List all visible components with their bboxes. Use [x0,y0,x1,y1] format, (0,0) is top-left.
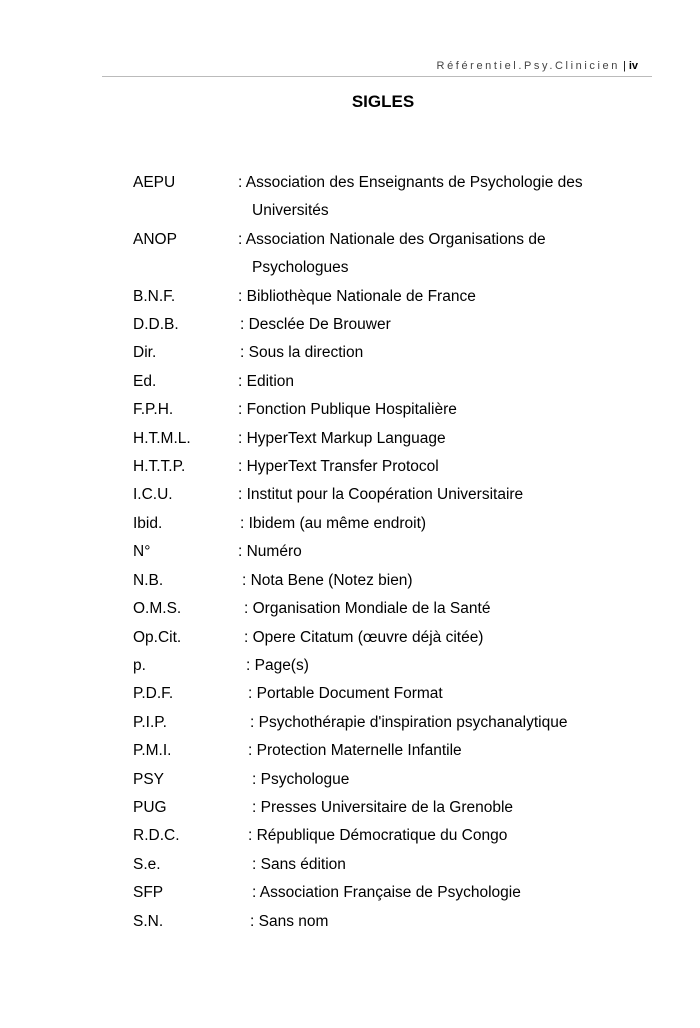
definition [238,453,633,481]
list-item [133,595,633,623]
definition [238,624,633,652]
definition [238,737,633,765]
definition [238,481,633,509]
abbreviation: I.C.U. [133,486,173,504]
definition-text: : Protection Maternelle Infantile [248,742,462,760]
abbreviation: P.I.P. [133,713,167,731]
list-item [133,453,633,481]
definition-text: : Sans édition [252,855,346,873]
definition [238,567,633,595]
definition [238,652,633,680]
abbreviation: R.D.C. [133,827,180,845]
abbreviation: P.D.F. [133,685,174,703]
list-item [133,794,633,822]
abbreviation: AEPU [133,174,176,191]
definition [238,396,633,424]
definition-text: : Association Nationale des Organisations de [238,230,546,248]
definition [238,311,633,339]
list-item [133,169,633,226]
abbreviation: Op.Cit. [133,628,182,646]
abbreviation: B.N.F. [133,287,176,305]
page-number: iv [628,60,638,72]
running-header [437,60,638,72]
definition-text: : Nota Bene (Notez bien) [242,571,413,589]
list-item [133,822,633,850]
list-item [133,425,633,453]
definition-text: : Page(s) [246,656,309,674]
list-item [133,709,633,737]
definition [238,226,633,283]
list-item [133,851,633,879]
definition-text: : Portable Document Format [248,685,443,703]
definition [238,425,633,453]
list-item [133,311,633,339]
header-rule [102,76,652,77]
abbreviation: N° [133,543,151,561]
abbreviation: PSY [133,770,165,788]
definition-text: : Association Française de Psychologie [252,884,521,902]
definition [238,538,633,566]
definition [238,822,633,850]
definition [238,283,633,311]
list-item [133,737,633,765]
abbreviation: D.D.B. [133,316,179,334]
definition [238,908,633,936]
definition-text: : Psychologue [252,770,350,788]
definition [238,595,633,623]
definition-text: : Psychothérapie d'inspiration psychanalytique [250,713,568,731]
definition [238,510,633,538]
definition [238,879,633,907]
list-item [133,339,633,367]
abbreviation: SFP [133,884,164,902]
definition-text: : Association des Enseignants de Psychologie des [238,174,583,191]
page-title: SIGLES [351,92,415,111]
abbreviation: Ibid. [133,514,163,532]
abbreviation: F.P.H. [133,401,174,419]
list-item [133,226,633,283]
definition-text: : Edition [238,372,295,390]
list-item [133,624,633,652]
definition-text: : Organisation Mondiale de la Santé [244,600,491,618]
abbreviation: N.B. [133,571,164,589]
abbreviation: O.M.S. [133,600,182,618]
abbreviation-list [133,169,633,936]
abbreviation: ANOP [133,230,177,248]
definition [238,709,633,737]
definition [238,851,633,879]
list-item [133,368,633,396]
list-item [133,567,633,595]
definition-continuation: Universités [252,202,329,220]
definition-text: : Opere Citatum (œuvre déjà citée) [244,628,484,646]
definition-text: : Numéro [238,543,302,561]
running-title: Référentiel.Psy.Clinicien [436,60,620,72]
abbreviation: PUG [133,798,167,816]
definition [238,680,633,708]
definition [238,368,633,396]
abbreviation: Ed. [133,372,157,390]
abbreviation: H.T.M.L. [133,429,191,447]
list-item [133,908,633,936]
definition-text: : Bibliothèque Nationale de France [238,287,476,305]
abbreviation: Dir. [133,344,157,362]
definition-text: : Ibidem (au même endroit) [240,514,427,532]
abbreviation: p. [133,656,146,674]
list-item [133,396,633,424]
definition-text: : Presses Universitaire de la Grenoble [252,798,514,816]
list-item [133,538,633,566]
definition-text: : Sans nom [250,912,329,930]
abbreviation: H.T.T.P. [133,458,186,476]
definition-text: : Desclée De Brouwer [240,316,391,334]
list-item [133,481,633,509]
header-separator: | [622,60,626,72]
definition-text: : Institut pour la Coopération Universitaire [238,486,524,504]
list-item [133,652,633,680]
abbreviation: P.M.I. [133,742,172,760]
list-item [133,766,633,794]
list-item [133,283,633,311]
definition-text: : Sous la direction [240,344,364,362]
definition-text: : HyperText Markup Language [238,429,446,447]
definition-text: : République Démocratique du Congo [248,827,508,845]
definition [238,169,633,226]
list-item [133,510,633,538]
definition [238,766,633,794]
abbreviation: S.N. [133,912,164,930]
definition-continuation: Psychologues [252,259,349,277]
definition-text: : Fonction Publique Hospitalière [238,401,457,419]
list-item [133,879,633,907]
definition [238,339,633,367]
definition [238,794,633,822]
list-item [133,680,633,708]
abbreviation: S.e. [133,855,161,873]
definition-text: : HyperText Transfer Protocol [238,458,439,476]
